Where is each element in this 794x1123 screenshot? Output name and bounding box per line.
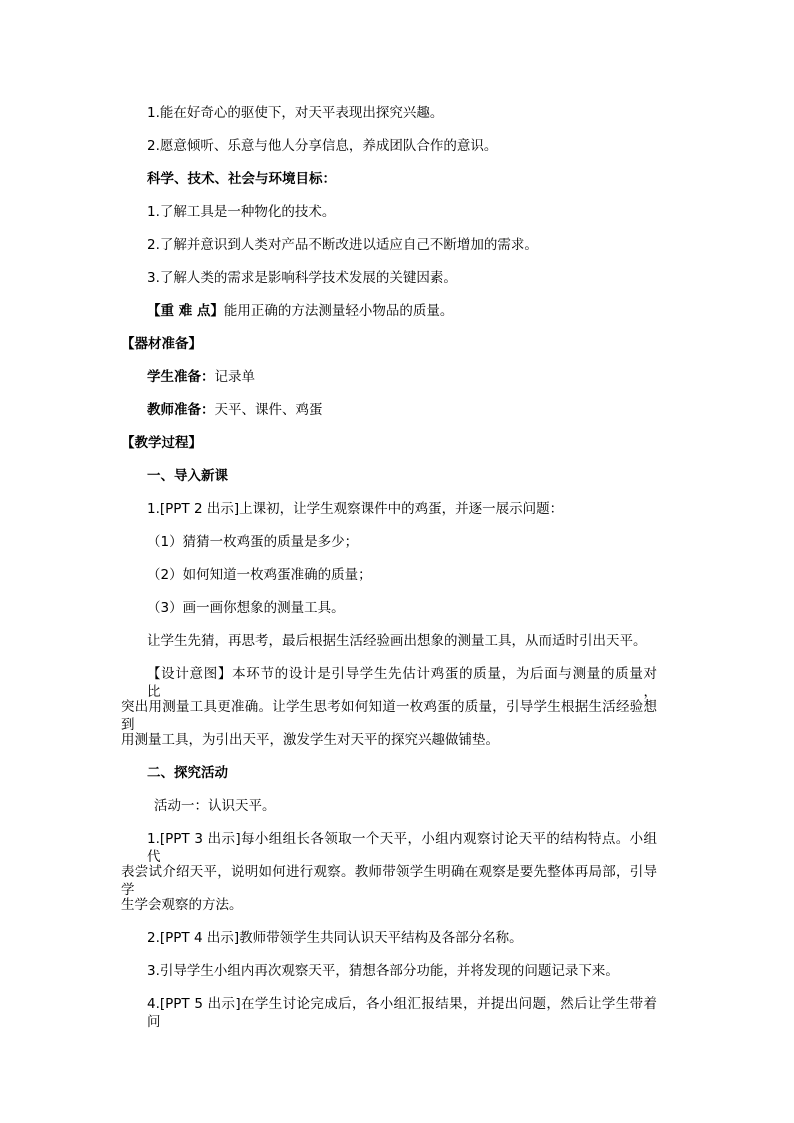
sts-goal-2: 2.了解并意识到人类对产品不断改进以适应自己不断增加的需求。: [147, 237, 538, 253]
activity-1-title: 活动一：认识天平。: [154, 798, 276, 814]
sts-goals-heading: 科学、技术、社会与环境目标：: [147, 171, 336, 187]
sts-goal-1: 1.了解工具是一种物化的技术。: [147, 204, 336, 220]
emotion-goal-2: 2.愿意倾听、乐意与他人分享信息，养成团队合作的意识。: [147, 138, 498, 154]
process-heading: 【教学过程】: [121, 435, 202, 451]
key-points: [147, 302, 453, 320]
explore-step-4: 4.[PPT 5 出示]在学生讨论完成后，各小组汇报结果，并提出问题，然后让学生带着问: [147, 996, 657, 1030]
student-materials-text: 记录单: [214, 369, 255, 385]
explore-step-1-line-2: 表尝试介绍天平，说明如何进行观察。教师带领学生明确在观察是要先整体再局部，引导学: [121, 864, 657, 898]
teacher-materials: [147, 401, 323, 419]
intro-step-1: 1.[PPT 2 出示]上课初，让学生观察课件中的鸡蛋，并逐一展示问题：: [147, 501, 564, 517]
student-materials: [147, 368, 255, 386]
intro-summary: 让学生先猜，再思考，最后根据生活经验画出想象的测量工具，从而适时引出天平。: [147, 633, 647, 649]
intro-heading: 一、导入新课: [147, 468, 228, 484]
intro-question-2: （2）如何知道一枚鸡蛋准确的质量；: [147, 567, 372, 583]
explore-step-3: 3.引导学生小组内再次观察天平，猜想各部分功能，并将发现的问题记录下来。: [147, 963, 619, 979]
intro-question-3: （3）画一画你想象的测量工具。: [147, 600, 345, 616]
emotion-goal-1: 1.能在好奇心的驱使下，对天平表现出探究兴趣。: [147, 105, 444, 121]
student-materials-label: 学生准备：: [147, 369, 215, 385]
explore-step-1-line-1: 1.[PPT 3 出示]每小组组长各领取一个天平，小组内观察讨论天平的结构特点。小组代: [147, 831, 657, 865]
design-intent-line-2: 突出用测量工具更准确。让学生思考如何知道一枚鸡蛋的质量，引导学生根据生活经验想到: [121, 699, 657, 733]
key-points-text: 能用正确的方法测量轻小物品的质量。: [223, 303, 454, 319]
teacher-materials-label: 教师准备：: [147, 402, 215, 418]
design-intent-line-3: 用测量工具，为引出天平，激发学生对天平的探究兴趣做铺垫。: [121, 732, 499, 748]
sts-goal-3: 3.了解人类的需求是影响科学技术发展的关键因素。: [147, 270, 457, 286]
intro-question-1: （1）猜猜一枚鸡蛋的质量是多少；: [147, 534, 359, 550]
key-points-label: 【重 难 点】: [147, 303, 224, 319]
explore-step-1-line-3: 生学会观察的方法。: [121, 897, 243, 913]
explore-heading: 二、探究活动: [147, 765, 228, 781]
teacher-materials-text: 天平、课件、鸡蛋: [214, 402, 323, 418]
explore-step-2: 2.[PPT 4 出示]教师带领学生共同认识天平结构及各部分名称。: [147, 930, 523, 946]
materials-heading: 【器材准备】: [121, 336, 202, 352]
design-intent-line-1: 【设计意图】本环节的设计是引导学生先估计鸡蛋的质量，为后面与测量的质量对比，: [147, 666, 657, 700]
